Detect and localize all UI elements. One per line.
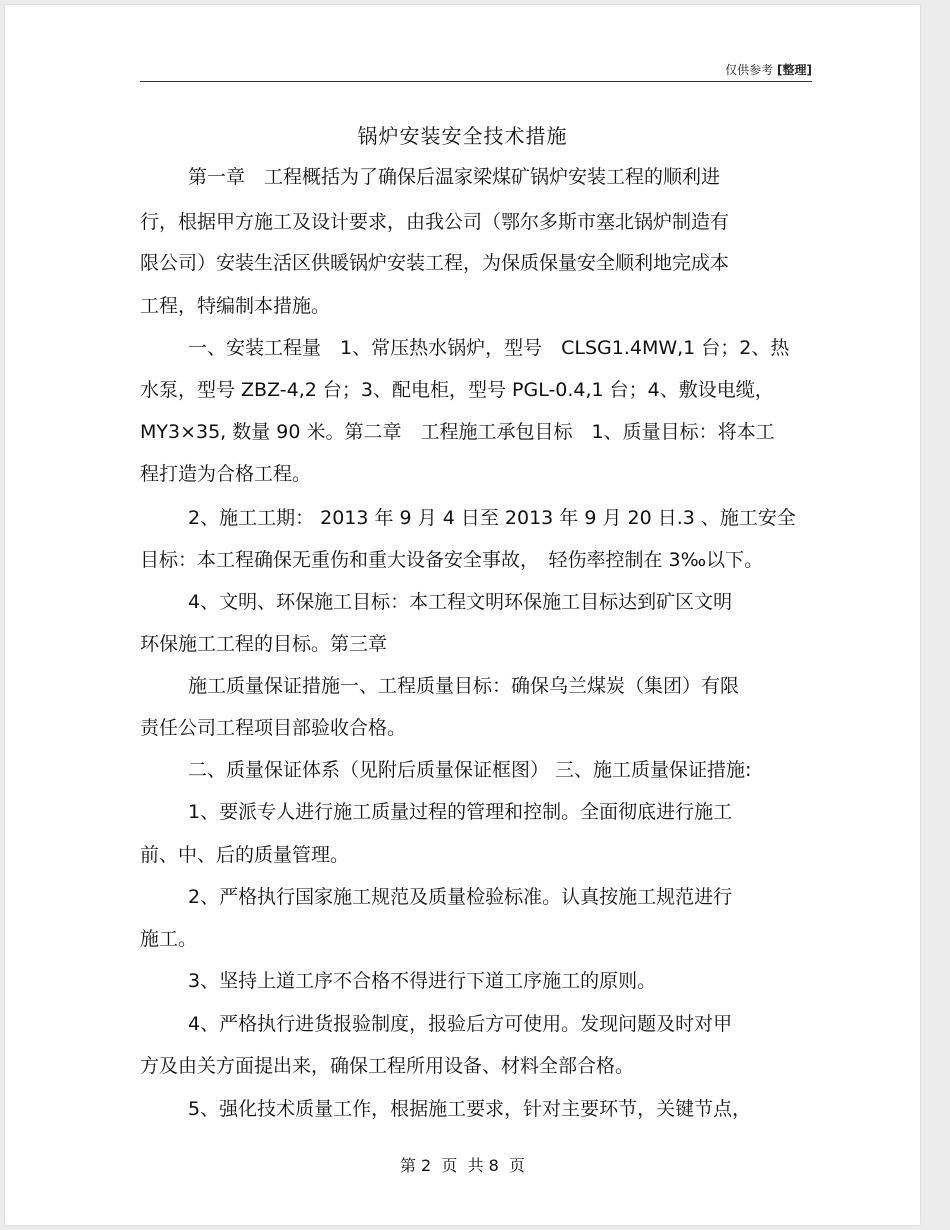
text-line: 责任公司工程项目部验收合格。	[140, 717, 407, 739]
text-line: 水泵，型号 ZBZ-4,2 台；3、配电柜，型号 PGL-0.4,1 台；4、敷设电缆，	[140, 379, 774, 401]
page-indicator: 第 2 页 共 8 页	[399, 1156, 526, 1175]
header-note-tag: [整理]	[777, 63, 812, 77]
text-line: 3、坚持上道工序不合格不得进行下道工序施工的原则。	[188, 970, 657, 992]
text-line: 4、文明、环保施工目标：本工程文明环保施工目标达到矿区文明	[188, 591, 733, 613]
text-line: 4、严格执行进货报验制度，报验后方可使用。发现问题及时对甲	[188, 1013, 733, 1035]
text-line: 限公司）安装生活区供暖锅炉安装工程，为保质保量安全顺利地完成本	[140, 252, 730, 274]
header-note-text: 仅供参考	[725, 63, 774, 77]
text-line: 施工。	[140, 928, 198, 950]
text-line: 前、中、后的质量管理。	[140, 844, 350, 866]
text-line: 工程，特编制本措施。	[140, 295, 331, 317]
header-divider	[140, 81, 812, 82]
header-note	[725, 61, 812, 78]
document-title: 锅炉安装安全技术措施	[357, 124, 568, 148]
text-line: 5、强化技术质量工作，根据施工要求，针对主要环节，关键节点，	[188, 1098, 752, 1120]
text-line: 行，根据甲方施工及设计要求，由我公司（鄂尔多斯市塞北锅炉制造有	[140, 211, 730, 233]
text-line: MY3×35, 数量 90 米。第二章 工程施工承包目标 1、质量目标：将本工	[140, 421, 775, 443]
text-line: 环保施工工程的目标。第三章	[140, 633, 388, 655]
text-line: 二、质量保证体系（见附后质量保证框图） 三、施工质量保证措施:	[188, 759, 752, 781]
text-line: 方及由关方面提出来，确保工程所用设备、材料全部合格。	[140, 1055, 635, 1077]
text-line: 1、要派专人进行施工质量过程的管理和控制。全面彻底进行施工	[188, 801, 733, 823]
text-line: 2、施工工期： 2013 年 9 月 4 日至 2013 年 9 月 20 日.3 、施工安全	[188, 507, 796, 529]
text-line: 程打造为合格工程。	[140, 463, 312, 485]
text-line: 施工质量保证措施一、工程质量目标：确保乌兰煤炭（集团）有限	[188, 675, 740, 697]
text-line: 目标：本工程确保无重伤和重大设备安全事故， 轻伤率控制在 3‰以下。	[140, 549, 764, 571]
document-page	[5, 5, 920, 1225]
text-line: 第一章 工程概括为了确保后温家梁煤矿锅炉安装工程的顺利进	[188, 166, 721, 188]
text-line: 一、安装工程量 1、常压热水锅炉，型号 CLSG1.4MW,1 台；2、热	[188, 337, 790, 359]
text-line: 2、严格执行国家施工规范及质量检验标准。认真按施工规范进行	[188, 886, 733, 908]
